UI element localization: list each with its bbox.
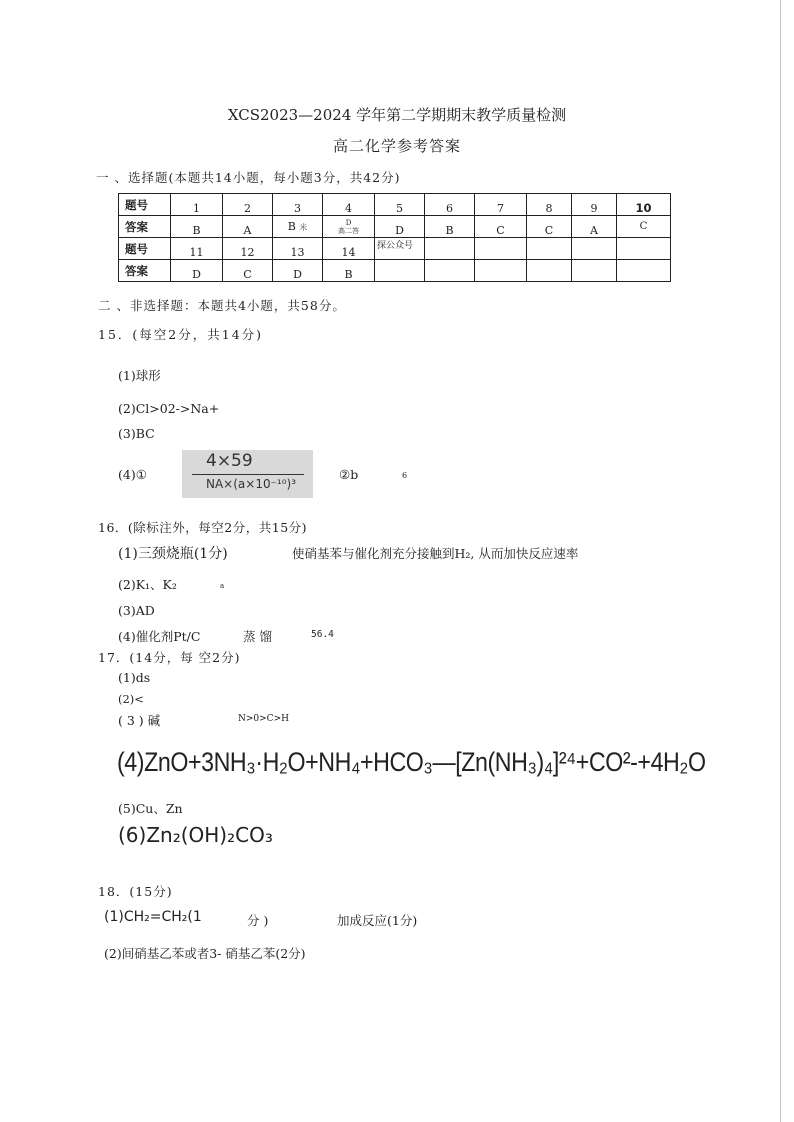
q16-answer-3: (3)AD bbox=[118, 603, 155, 618]
table-cell: 6 bbox=[425, 194, 475, 216]
q17-equation: (4)ZnO+3NH₃·H₂O+NH₄+HCO₃—[Zn(NH₃)₄]²⁴+CO²-+4H₂O bbox=[117, 747, 706, 777]
row-label-number: 题号 bbox=[119, 238, 171, 260]
q15-heading: 15．(每空2分，共14分) bbox=[98, 327, 264, 342]
table-cell: C bbox=[527, 216, 572, 238]
answer-value: D bbox=[345, 218, 352, 227]
table-cell: D bbox=[273, 260, 323, 282]
table-cell bbox=[527, 260, 572, 282]
table-row-numbers-1 bbox=[119, 194, 671, 216]
stray-mark: a bbox=[220, 582, 225, 590]
table-cell bbox=[425, 238, 475, 260]
table-cell: C bbox=[223, 260, 273, 282]
q16-answer-4-c: 56.4 bbox=[311, 629, 334, 640]
table-cell bbox=[572, 238, 617, 260]
table-cell: 1 bbox=[171, 194, 223, 216]
q17-answer-3: ( 3 ) 碱 bbox=[118, 713, 161, 728]
table-cell: 4 bbox=[323, 194, 375, 216]
q15-answer-4-label: (4)① bbox=[118, 467, 147, 482]
row-label-answer: 答案 bbox=[119, 216, 171, 238]
q15-answer-4-b: ②b bbox=[339, 467, 359, 482]
section2-heading: 二 、非选择题：本题共4小题，共58分。 bbox=[98, 298, 346, 313]
table-cell: 探公众号 bbox=[375, 238, 425, 260]
table-cell bbox=[572, 260, 617, 282]
answer-table bbox=[118, 193, 671, 282]
q16-answer-1: (1)三颈烧瓶(1分) bbox=[118, 546, 228, 562]
table-cell: 3 bbox=[273, 194, 323, 216]
table-cell: B bbox=[323, 260, 375, 282]
q15-answer-1: (1)球形 bbox=[118, 368, 161, 383]
fraction-line bbox=[192, 474, 304, 475]
q16-answer-4: (4)催化剂Pt/C bbox=[118, 629, 201, 644]
q16-answer-4-b: 蒸 馏 bbox=[243, 629, 272, 644]
handwritten-formula-image bbox=[182, 450, 313, 498]
q16-answer-1-reason: 使硝基苯与催化剂充分接触到H₂, 从而加快反应速率 bbox=[292, 546, 579, 561]
exam-title: XCS2023—2024 学年第二学期期末教学质量检测 bbox=[227, 106, 567, 124]
table-cell bbox=[527, 238, 572, 260]
table-cell: B bbox=[171, 216, 223, 238]
q15-answer-2: (2)Cl>02->Na+ bbox=[118, 401, 220, 416]
q17-heading: 17．(14分，每 空2分) bbox=[98, 650, 241, 665]
table-cell bbox=[617, 260, 671, 282]
table-row-numbers-2 bbox=[119, 238, 671, 260]
watermark-text: 高二答 bbox=[338, 226, 359, 235]
q16-heading: 16．(除标注外，每空2分，共15分) bbox=[98, 520, 308, 535]
table-cell: D bbox=[375, 216, 425, 238]
table-cell bbox=[273, 216, 323, 238]
table-cell bbox=[375, 260, 425, 282]
table-cell: D bbox=[171, 260, 223, 282]
q17-answer-3-b: N>0>C>H bbox=[238, 714, 289, 724]
q17-answer-1: (1)ds bbox=[118, 670, 151, 685]
table-cell bbox=[617, 238, 671, 260]
table-cell bbox=[425, 260, 475, 282]
table-cell: A bbox=[223, 216, 273, 238]
q17-answer-2: (2)< bbox=[118, 692, 144, 706]
table-row-answers-2 bbox=[119, 260, 671, 282]
formula-numerator: 4×59 bbox=[206, 451, 253, 471]
row-label-number: 题号 bbox=[119, 194, 171, 216]
row-label-answer: 答案 bbox=[119, 260, 171, 282]
answer-value: B bbox=[287, 220, 296, 233]
table-cell: 12 bbox=[223, 238, 273, 260]
q16-answer-2: (2)K₁、K₂ bbox=[118, 577, 177, 592]
q18-answer-1: (1)CH₂=CH₂(1 bbox=[104, 909, 202, 925]
table-cell bbox=[475, 260, 527, 282]
table-cell: A bbox=[572, 216, 617, 238]
table-cell: 8 bbox=[527, 194, 572, 216]
section1-heading: 一 、选择题(本题共14小题，每小题3分，共42分) bbox=[96, 170, 401, 185]
table-cell: 7 bbox=[475, 194, 527, 216]
page-edge bbox=[780, 0, 781, 1122]
table-cell: 14 bbox=[323, 238, 375, 260]
table-cell bbox=[475, 238, 527, 260]
table-cell bbox=[323, 216, 375, 238]
exam-subtitle: 高二化学参考答案 bbox=[332, 137, 461, 155]
table-cell: 2 bbox=[223, 194, 273, 216]
table-cell: C bbox=[475, 216, 527, 238]
q18-answer-2: (2)间硝基乙苯或者3- 硝基乙苯(2分) bbox=[104, 946, 306, 961]
q17-answer-5: (5)Cu、Zn bbox=[118, 801, 183, 816]
watermark-text: 米 bbox=[299, 223, 308, 232]
table-cell: B bbox=[425, 216, 475, 238]
stray-mark: 6 bbox=[402, 471, 408, 480]
formula-denominator: NA×(a×10⁻¹⁰)³ bbox=[206, 477, 297, 491]
table-cell: 11 bbox=[171, 238, 223, 260]
table-cell: 13 bbox=[273, 238, 323, 260]
q18-heading: 18．(15分) bbox=[98, 884, 173, 899]
table-cell: C bbox=[617, 216, 671, 238]
table-cell: 10 bbox=[617, 194, 671, 216]
table-cell: 9 bbox=[572, 194, 617, 216]
q18-answer-1-c: 加成反应(1分) bbox=[337, 913, 418, 928]
q17-answer-6: (6)Zn₂(OH)₂CO₃ bbox=[118, 823, 273, 847]
q18-answer-1-b: 分 ) bbox=[247, 913, 269, 928]
table-cell: 5 bbox=[375, 194, 425, 216]
q15-answer-3: (3)BC bbox=[118, 426, 155, 441]
table-row-answers-1 bbox=[119, 216, 671, 238]
